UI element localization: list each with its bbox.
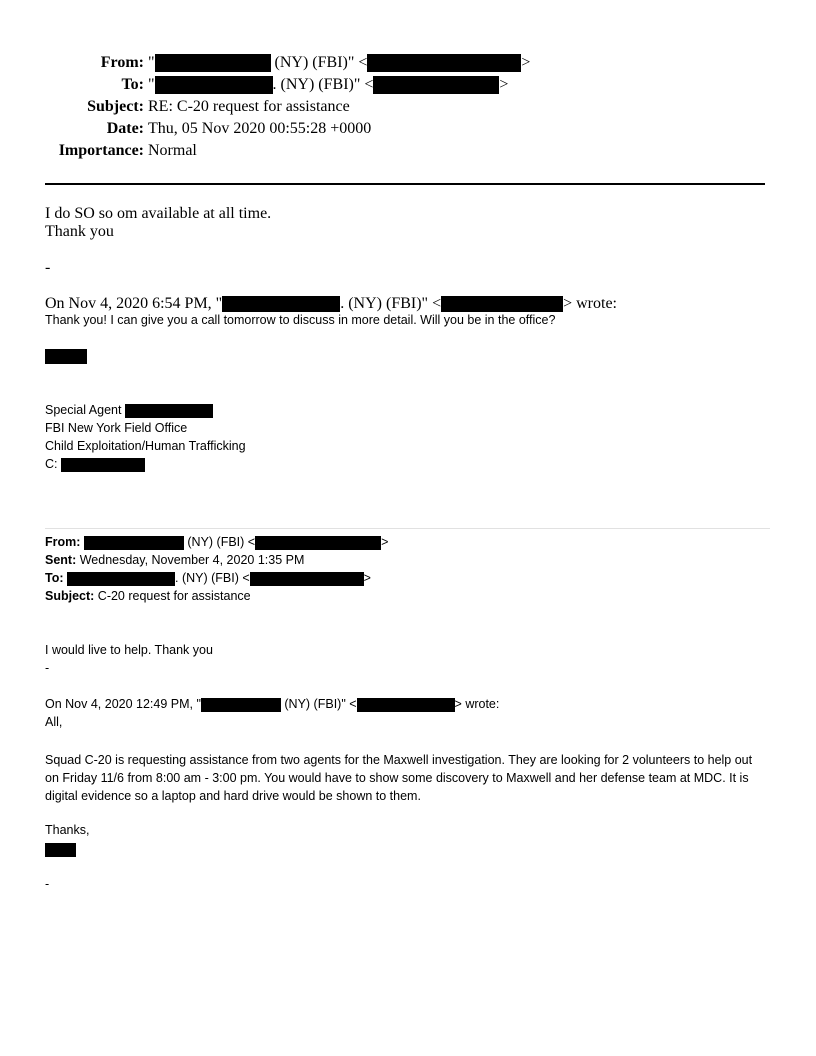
signature-office: FBI New York Field Office [45,421,188,435]
subject-label: Subject: [87,98,144,115]
forward-dash: - [45,661,50,675]
redaction-block [357,698,455,712]
redaction-block [155,76,273,94]
header-divider [45,183,765,185]
subject-value: RE: C-20 request for assistance [148,98,350,115]
importance-label: Importance: [58,142,144,159]
redaction-block [84,536,184,550]
redaction-block [373,76,499,94]
quote2-body: Squad C-20 is requesting assistance from two agents for the Maxwell investigation. They are looking for 2 volunteers to help out on Friday 11/6 from 8:00 am - 3:00 pm. You would have to show some discovery to Maxwell and her defense team at MDC. It is digital evidence so a laptop and hard drive would be shown to them. [45,753,753,803]
importance-value: Normal [148,142,197,159]
forward-divider [45,528,770,529]
redaction-block [255,536,381,550]
signature-cell: C: [45,457,145,472]
quote1-sig-dash [45,349,87,364]
forward-body: I would live to help. Thank you [45,643,213,657]
redaction-block [441,296,563,312]
quote1-body: Thank you! I can give you a call tomorrow to discuss in more detail. Will you be in the office? [45,313,556,327]
redaction-block [367,54,521,72]
signature-unit: Child Exploitation/Human Trafficking [45,439,246,453]
redaction-block [201,698,281,712]
quote2-thanks: Thanks, [45,823,90,837]
redaction-block [61,458,145,472]
quote2-sig-redaction [45,841,76,859]
redaction-block [45,843,76,857]
from-label: From: [100,54,144,71]
forward-sent: Sent: Wednesday, November 4, 2020 1:35 PM [45,553,305,567]
redaction-block [250,572,364,586]
quote1-intro: On Nov 4, 2020 6:54 PM, " . (NY) (FBI)" < > wrote: [45,295,617,312]
redaction-block [125,404,213,418]
redaction-block [67,572,175,586]
reply-dash: - [45,259,51,276]
reply-line-2: Thank you [45,223,114,240]
forward-from: From: (NY) (FBI) < > [45,535,389,549]
signature-title: Special Agent [45,403,213,418]
reply-line-1: I do SO so om available at all time. [45,205,272,222]
quote2-greeting: All, [45,715,63,729]
from-value: " (NY) (FBI)" < > [148,54,531,71]
forward-subject: Subject: C-20 request for assistance [45,589,251,603]
quote2-intro: On Nov 4, 2020 12:49 PM, " (NY) (FBI)" < > wrote: [45,697,500,711]
redaction-block [155,54,271,72]
redaction-block [222,296,340,312]
forward-to: To: . (NY) (FBI) < > [45,571,371,585]
redaction-block [45,349,87,364]
to-label: To: [121,76,144,93]
quote2-dash: - [45,877,50,891]
date-value: Thu, 05 Nov 2020 00:55:28 +0000 [148,120,372,137]
date-label: Date: [106,120,144,137]
to-value: " . (NY) (FBI)" < > [148,76,509,93]
